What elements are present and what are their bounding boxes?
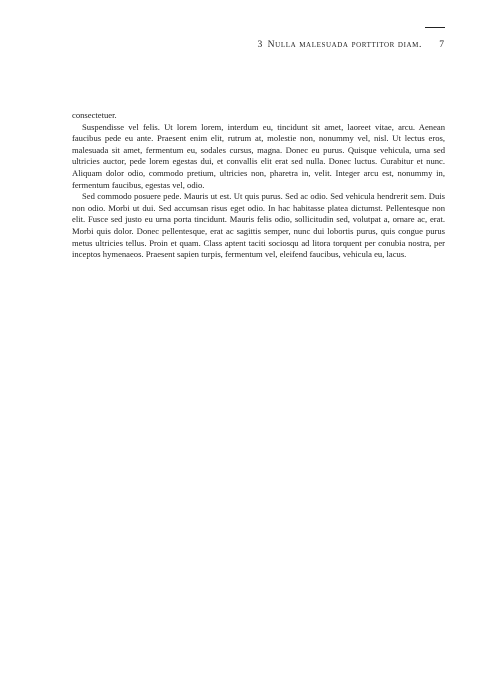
chapter-number: 3 — [257, 39, 263, 50]
chapter-title: Nulla malesuada porttitor diam. — [267, 39, 422, 50]
paragraph: Suspendisse vel felis. Ut lorem lorem, interdum eu, tincidunt sit amet, laoreet vitae, arcu. Aenean faucibus pede eu ante. Praesent enim elit, rutrum at, molestie non, nonummy vel, nisl. Ut lectus eros, malesuada sit amet, fermentum eu, sodales cursus, magna. Donec eu purus. Quisque vehicula, urna sed ultricies auctor, pede lorem egestas dui, et convallis elit erat sed nulla. Donec luctus. Curabitur et nunc. Aliquam dolor odio, commodo pretium, ultricies non, pharetra in, velit. Integer arcu est, nonummy in, fermentum faucibus, egestas vel, odio. — [72, 121, 445, 190]
paragraph: Sed commodo posuere pede. Mauris ut est. Ut quis purus. Sed ac odio. Sed vehicula hendrerit sem. Duis non odio. Morbi ut dui. Sed accumsan risus eget odio. In hac habitasse platea dictumst. Pellentesque non elit. Fusce sed justo eu urna porta tincidunt. Mauris felis odio, sollicitudin sed, volutpat a, ornare ac, erat. Morbi quis dolor. Donec pellentesque, erat ac sagittis semper, nunc dui lobortis purus, quis congue purus metus ultricies tellus. Proin et quam. Class aptent taciti sociosqu ad litora torquent per conubia nostra, per inceptos hymenaeos. Praesent sapien turpis, fermentum vel, eleifend faucibus, vehicula eu, lacus. — [72, 191, 445, 260]
header-rule — [425, 27, 445, 28]
paragraph-continuation: consectetuer. — [72, 110, 117, 120]
body-text — [72, 110, 445, 261]
running-head-chapter — [257, 38, 422, 52]
running-head — [60, 38, 444, 52]
page-number: 7 — [439, 39, 444, 50]
